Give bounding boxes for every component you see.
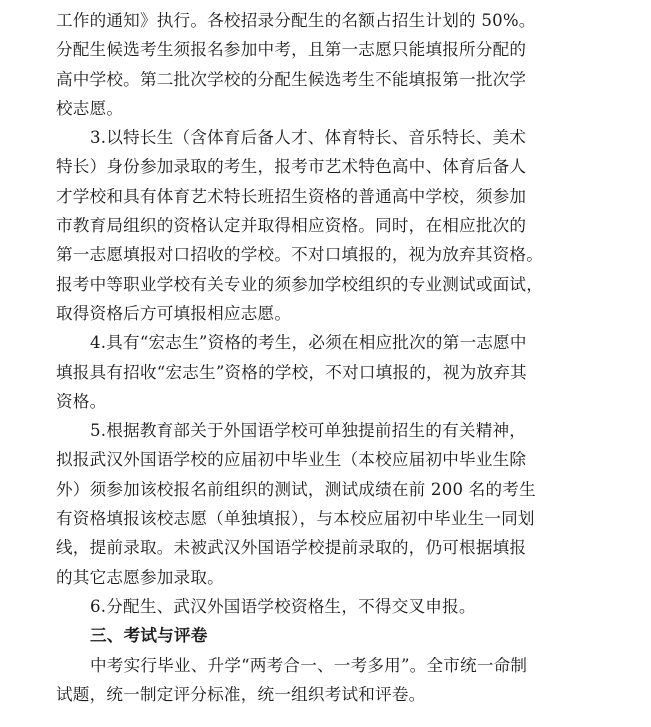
- text-line: 的其它志愿参加录取。: [56, 567, 224, 587]
- text-line: 第一志愿填报对口招收的学校。不对口填报的，视为放弃其资格。: [56, 245, 544, 265]
- text-line: 报考中等职业学校有关专业的须参加学校组织的专业测试或面试，: [56, 274, 544, 294]
- text-line: 高中学校。第二批次学校的分配生候选考生不能填报第一批次学: [56, 69, 527, 89]
- text-line: 5.根据教育部关于外国语学校可单独提前招生的有关精神，: [90, 421, 527, 441]
- text-line: 校志愿。: [56, 98, 124, 118]
- text-line: 外）须参加该校报名前组织的测试，测试成绩在前 200 名的考生: [56, 479, 536, 499]
- text-line: 4.具有“宏志生”资格的考生，必须在相应批次的第一志愿中: [90, 333, 527, 353]
- text-line: 试题，统一制定评分标准，统一组织考试和评卷。: [56, 684, 426, 704]
- text-line: 填报具有招收“宏志生”资格的学校，不对口填报的，视为放弃其: [56, 362, 527, 382]
- text-line: 分配生候选考生须报名参加中考，且第一志愿只能填报所分配的: [56, 40, 527, 60]
- text-line: 线，提前录取。未被武汉外国语学校提前录取的，仍可根据填报: [56, 538, 527, 558]
- document-page: [56, 6, 612, 709]
- text-line: 6.分配生、武汉外国语学校资格生，不得交叉申报。: [90, 596, 476, 616]
- text-line: 拟报武汉外国语学校的应届初中毕业生（本校应届初中毕业生除: [56, 450, 527, 470]
- text-line: 资格。: [56, 391, 107, 411]
- text-line: 3.以特长生（含体育后备人才、体育特长、音乐特长、美术: [90, 128, 527, 148]
- text-line: 才学校和具有体育艺术特长班招生资格的普通高中学校，须参加: [56, 186, 527, 206]
- text-line: 特长）身份参加录取的考生，报考市艺术特色高中、体育后备人: [56, 157, 527, 177]
- section-heading: 三、考试与评卷: [90, 626, 208, 646]
- text-line: 市教育局组织的资格认定并取得相应资格。同时，在相应批次的: [56, 216, 527, 236]
- text-line: 取得资格后方可填报相应志愿。: [56, 303, 292, 323]
- text-line: 中考实行毕业、升学“两考合一、一考多用”。全市统一命制: [90, 655, 528, 675]
- text-line: 工作的通知》执行。各校招录分配生的名额占招生计划的 50%。: [56, 11, 536, 30]
- text-line: 有资格填报该校志愿（单独填报），与本校应届初中毕业生一同划: [56, 509, 535, 529]
